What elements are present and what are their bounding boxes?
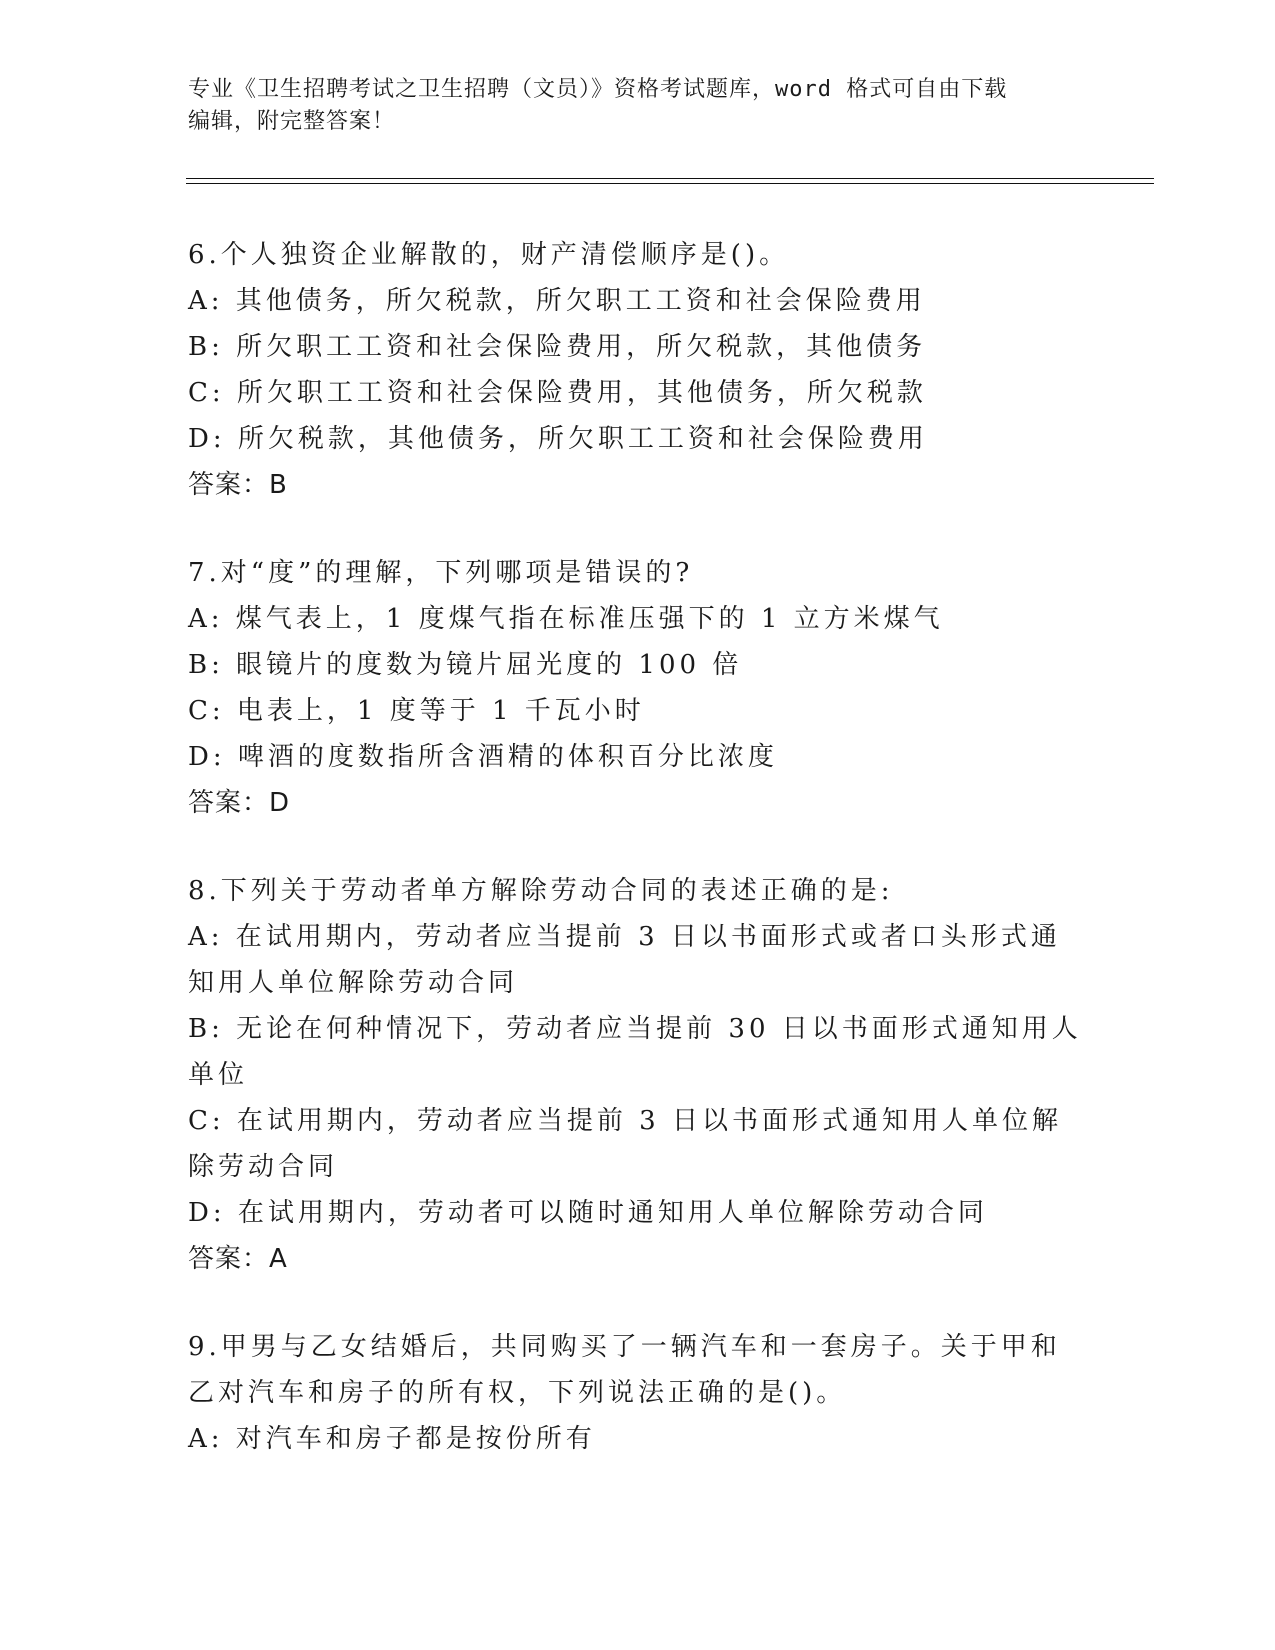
header-line-1: 专业《卫生招聘考试之卫生招聘（文员）》资格考试题库，word 格式可自由下载 (188, 77, 1008, 102)
option-a: A: 在试用期内，劳动者应当提前 3 日以书面形式或者口头形式通知用人单位解除劳动合同 (188, 922, 1061, 998)
question-7 (188, 550, 1088, 826)
answer-label: 答案：B (188, 470, 288, 500)
question-6 (188, 232, 1088, 508)
question-stem: 6.个人独资企业解散的，财产清偿顺序是()。 (188, 240, 790, 270)
question-stem: 8.下列关于劳动者单方解除劳动合同的表述正确的是: (188, 876, 894, 906)
option-d: D: 在试用期内，劳动者可以随时通知用人单位解除劳动合同 (188, 1198, 988, 1228)
option-b: B: 所欠职工工资和社会保险费用，所欠税款，其他债务 (188, 332, 927, 362)
option-c: C: 电表上，1 度等于 1 千瓦小时 (188, 696, 645, 726)
option-b: B: 眼镜片的度数为镜片屈光度的 100 倍 (188, 650, 743, 680)
document-header (188, 74, 1088, 138)
option-a: A: 对汽车和房子都是按份所有 (188, 1424, 596, 1454)
question-list (188, 232, 1088, 1504)
option-d: D: 啤酒的度数指所含酒精的体积百分比浓度 (188, 742, 778, 772)
option-a: A: 煤气表上，1 度煤气指在标准压强下的 1 立方米煤气 (188, 604, 944, 634)
question-8 (188, 868, 1088, 1282)
header-divider-bottom (186, 183, 1154, 184)
question-stem: 7.对“度”的理解，下列哪项是错误的? (188, 558, 694, 588)
question-stem: 9.甲男与乙女结婚后，共同购买了一辆汽车和一套房子。关于甲和乙对汽车和房子的所有权，下列说法正确的是()。 (188, 1332, 1061, 1408)
question-9 (188, 1324, 1088, 1462)
option-b: B: 无论在何种情况下，劳动者应当提前 30 日以书面形式通知用人单位 (188, 1014, 1082, 1090)
option-c: C: 在试用期内，劳动者应当提前 3 日以书面形式通知用人单位解除劳动合同 (188, 1106, 1062, 1182)
option-d: D: 所欠税款，其他债务，所欠职工工资和社会保险费用 (188, 424, 928, 454)
header-divider-top (186, 178, 1154, 179)
header-line-2: 编辑，附完整答案！ (188, 109, 396, 134)
option-c: C: 所欠职工工资和社会保险费用，其他债务，所欠税款 (188, 378, 927, 408)
option-a: A: 其他债务，所欠税款，所欠职工工资和社会保险费用 (188, 286, 926, 316)
answer-label: 答案：D (188, 788, 291, 818)
answer-label: 答案：A (188, 1244, 288, 1274)
